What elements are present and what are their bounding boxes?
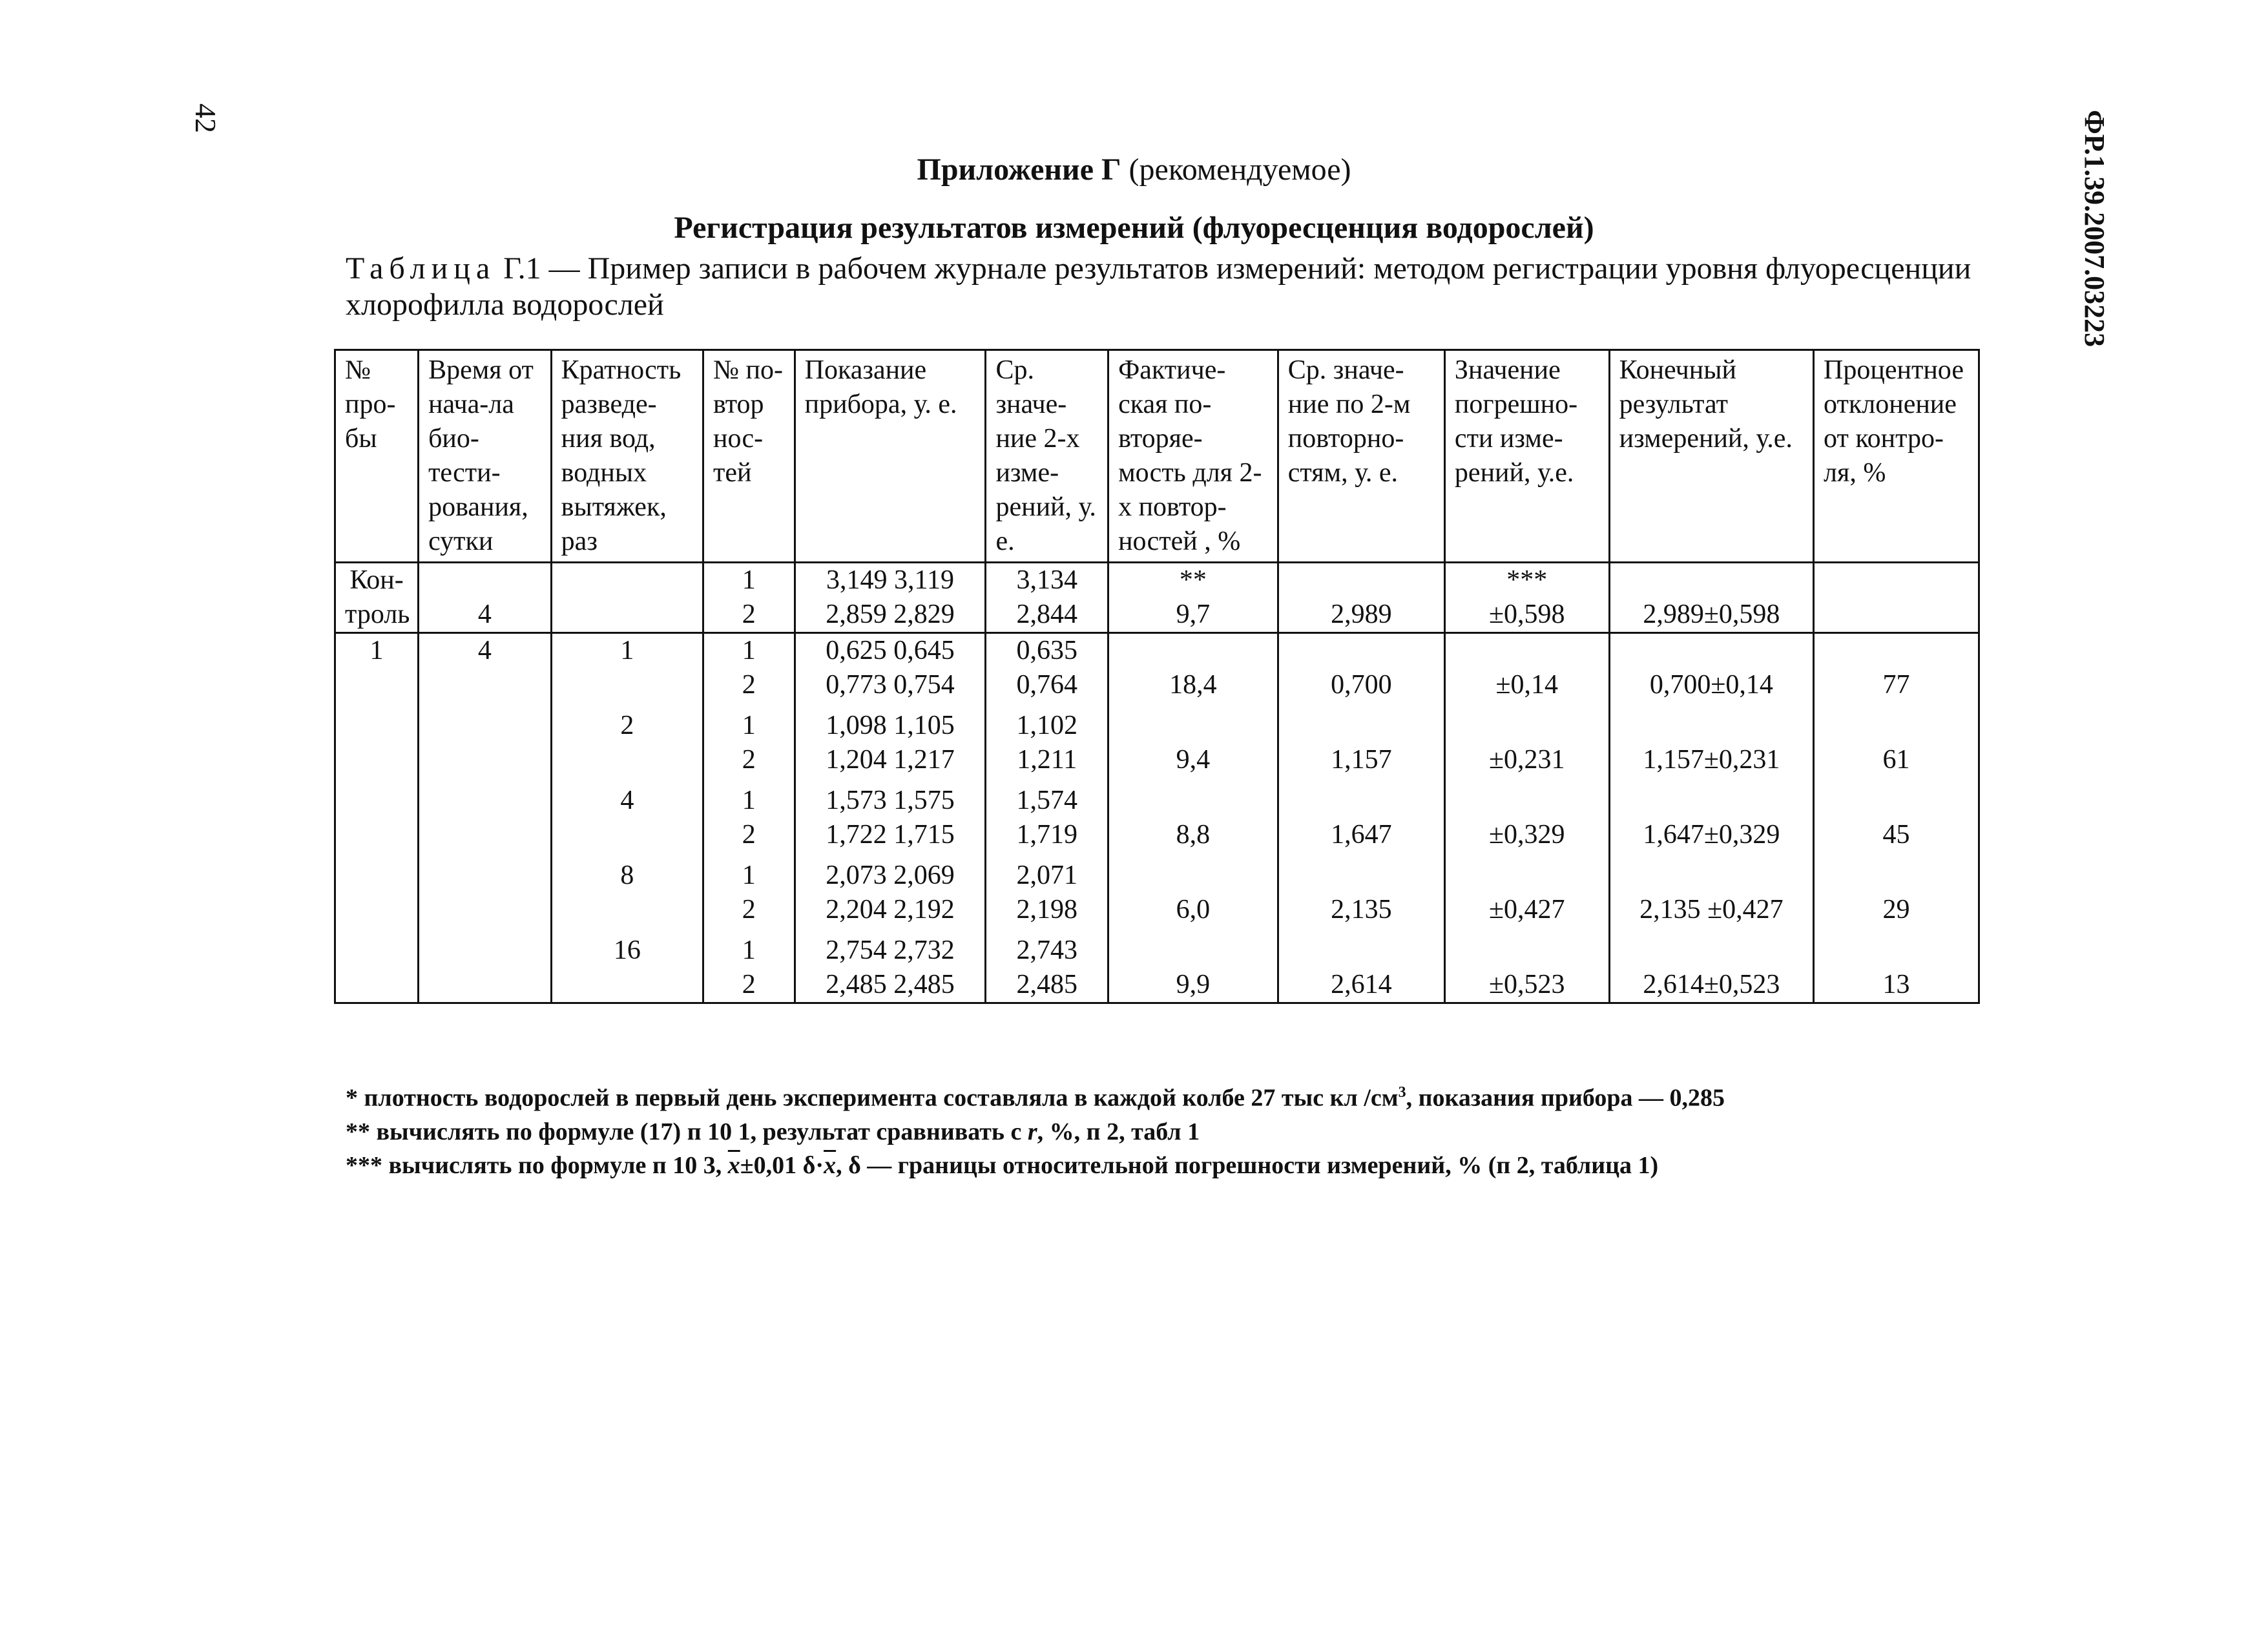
cell-reading: 0,625 0,645 [795, 633, 986, 669]
cell-mean: 3,134 [986, 563, 1108, 598]
cell-deviation [1814, 633, 1979, 669]
cell-result [1609, 777, 1813, 818]
cell-error [1444, 702, 1609, 743]
cell-time: 4 [419, 598, 552, 633]
cell-dilution: 16 [551, 927, 703, 968]
cell-repeatability: 9,9 [1108, 968, 1278, 1003]
footnote-3-text: *** вычислять по формуле п 10 3, [346, 1151, 728, 1179]
footnote-2-tail: , %, п 2, табл 1 [1037, 1118, 1200, 1145]
footnote-1-superscript: 3 [1398, 1084, 1406, 1101]
registration-title: Регистрация результатов измерений (флуоресценция водорослей) [674, 211, 1594, 245]
cell-dilution [551, 598, 703, 633]
cell-result: 0,700±0,14 [1609, 668, 1813, 702]
cell-dilution [551, 668, 703, 702]
cell-reading: 2,204 2,192 [795, 893, 986, 927]
header-mean-2: Ср. значе-ние 2-х изме-рений, у. е. [986, 350, 1108, 563]
appendix-title [0, 152, 2268, 187]
cell-result: 2,614±0,523 [1609, 968, 1813, 1003]
cell-repeatability: 9,4 [1108, 743, 1278, 777]
cell-repeat: 1 [703, 633, 795, 669]
footnote-2 [346, 1115, 1725, 1149]
header-result: Конечный результат измерений, у.е. [1609, 350, 1813, 563]
cell-mean: 1,102 [986, 702, 1108, 743]
footnotes [346, 1076, 1725, 1182]
cell-reading: 2,754 2,732 [795, 927, 986, 968]
cell-error [1444, 633, 1609, 669]
cell-repeatability: 18,4 [1108, 668, 1278, 702]
table-row-dilution-1-rep-2 [335, 668, 1979, 702]
cell-sample [335, 702, 419, 743]
footnote-3-mean-symbol: $\overline{x}$ [727, 1151, 740, 1179]
footnote-2-text: ** вычислять по формуле (17) п 10 1, результат сравнивать с [346, 1118, 1028, 1145]
cell-mean: 0,764 [986, 668, 1108, 702]
cell-reading: 2,859 2,829 [795, 598, 986, 633]
table-row-dilution-4-rep-2 [335, 818, 1979, 852]
cell-mean-repeats [1278, 927, 1444, 968]
cell-error-mark: *** [1444, 563, 1609, 598]
table-row-control-2 [335, 598, 1979, 633]
cell-mean: 2,844 [986, 598, 1108, 633]
cell-dilution: 2 [551, 702, 703, 743]
cell-time: 4 [419, 633, 552, 669]
cell-deviation [1814, 852, 1979, 893]
table-row-dilution-8-rep-1 [335, 852, 1979, 893]
footnote-1-tail: , показания прибора — 0,285 [1406, 1084, 1725, 1112]
header-reading: Показание прибора, у. е. [795, 350, 986, 563]
cell-dilution: 4 [551, 777, 703, 818]
page-number: 42 [189, 103, 222, 133]
cell-repeat: 2 [703, 893, 795, 927]
cell-sample: Кон- [335, 563, 419, 598]
cell-reading: 1,204 1,217 [795, 743, 986, 777]
cell-mean: 1,719 [986, 818, 1108, 852]
cell-repeat: 2 [703, 668, 795, 702]
footnote-3-tail: , δ — границы относительной погрешности измерений, % (п 2, таблица 1) [836, 1151, 1659, 1179]
cell-reading: 1,722 1,715 [795, 818, 986, 852]
cell-mean-repeats [1278, 702, 1444, 743]
cell-dilution [551, 968, 703, 1003]
cell-sample: 1 [335, 633, 419, 669]
cell-mean: 0,635 [986, 633, 1108, 669]
cell-time [419, 777, 552, 818]
cell-deviation [1814, 598, 1979, 633]
cell-deviation [1814, 563, 1979, 598]
cell-deviation [1814, 777, 1979, 818]
cell-deviation: 45 [1814, 818, 1979, 852]
cell-deviation: 13 [1814, 968, 1979, 1003]
cell-repeat: 2 [703, 968, 795, 1003]
cell-repeat: 1 [703, 563, 795, 598]
header-sample-no: № про-бы [335, 350, 419, 563]
cell-time [419, 702, 552, 743]
cell-error [1444, 777, 1609, 818]
cell-mean-repeats: 1,647 [1278, 818, 1444, 852]
cell-sample [335, 777, 419, 818]
cell-repeatability [1108, 633, 1278, 669]
cell-deviation: 77 [1814, 668, 1979, 702]
cell-repeatability [1108, 852, 1278, 893]
measurements-table [334, 349, 1980, 1004]
cell-reading: 0,773 0,754 [795, 668, 986, 702]
cell-error [1444, 927, 1609, 968]
table-row-dilution-16-rep-1 [335, 927, 1979, 968]
cell-sample [335, 743, 419, 777]
cell-repeatability-mark: ** [1108, 563, 1278, 598]
footnote-1-text: * плотность водорослей в первый день эксперимента составляла в каждой колбе 27 тыс кл /см [346, 1084, 1399, 1112]
cell-reading: 1,573 1,575 [795, 777, 986, 818]
cell-sample [335, 893, 419, 927]
cell-mean-repeats [1278, 633, 1444, 669]
cell-sample [335, 818, 419, 852]
header-repeat-no: № по-втор нос-тей [703, 350, 795, 563]
cell-mean-repeats: 1,157 [1278, 743, 1444, 777]
cell-repeat: 2 [703, 818, 795, 852]
cell-result [1609, 702, 1813, 743]
header-repeatability: Фактиче-ская по-вторяе-мость для 2-х повтор-ностей , % [1108, 350, 1278, 563]
table-header-row [335, 350, 1979, 563]
cell-error: ±0,14 [1444, 668, 1609, 702]
cell-repeatability [1108, 927, 1278, 968]
cell-repeat: 1 [703, 777, 795, 818]
cell-time [419, 927, 552, 968]
cell-mean-repeats: 0,700 [1278, 668, 1444, 702]
cell-reading: 2,485 2,485 [795, 968, 986, 1003]
cell-sample: троль [335, 598, 419, 633]
cell-mean-repeats [1278, 852, 1444, 893]
cell-mean: 1,574 [986, 777, 1108, 818]
cell-dilution [551, 563, 703, 598]
table-row-dilution-8-rep-2 [335, 893, 1979, 927]
cell-repeat: 2 [703, 598, 795, 633]
cell-mean: 2,743 [986, 927, 1108, 968]
table-row-control-1 [335, 563, 1979, 598]
cell-result [1609, 852, 1813, 893]
cell-reading: 2,073 2,069 [795, 852, 986, 893]
cell-repeatability [1108, 702, 1278, 743]
cell-mean-repeats: 2,135 [1278, 893, 1444, 927]
table-row-dilution-1-rep-1 [335, 633, 1979, 669]
header-time: Время от нача-ла био-тести-рования, сутки [419, 350, 552, 563]
cell-repeatability: 8,8 [1108, 818, 1278, 852]
cell-dilution [551, 893, 703, 927]
table-row-dilution-2-rep-2 [335, 743, 1979, 777]
footnote-1 [346, 1076, 1725, 1115]
cell-deviation: 61 [1814, 743, 1979, 777]
cell-sample [335, 668, 419, 702]
header-dilution: Кратность разведе-ния вод, водных вытяжек, раз [551, 350, 703, 563]
table-caption-text: Г.1 — Пример записи в рабочем журнале результатов измерений: методом регистрации уровня флуоресценции хлорофилла водорослей [346, 251, 1971, 322]
cell-result [1609, 927, 1813, 968]
cell-dilution [551, 743, 703, 777]
cell-error: ±0,329 [1444, 818, 1609, 852]
table-row-dilution-16-rep-2 [335, 968, 1979, 1003]
cell-error: ±0,231 [1444, 743, 1609, 777]
table-row-dilution-4-rep-1 [335, 777, 1979, 818]
cell-deviation [1814, 702, 1979, 743]
header-deviation: Процентное отклонение от контро-ля, % [1814, 350, 1979, 563]
cell-time [419, 563, 552, 598]
header-mean-repeats: Ср. значе-ние по 2-м повторно-стям, у. е. [1278, 350, 1444, 563]
cell-sample [335, 927, 419, 968]
cell-result: 1,157±0,231 [1609, 743, 1813, 777]
cell-sample [335, 852, 419, 893]
cell-error: ±0,598 [1444, 598, 1609, 633]
cell-error [1444, 852, 1609, 893]
cell-repeatability [1108, 777, 1278, 818]
cell-mean: 2,071 [986, 852, 1108, 893]
table-row-dilution-2-rep-1 [335, 702, 1979, 743]
table-caption-label: Таблица [346, 251, 496, 286]
cell-mean-repeats: 2,989 [1278, 598, 1444, 633]
cell-result [1609, 563, 1813, 598]
cell-result [1609, 633, 1813, 669]
header-error: Значение погрешно-сти изме-рений, у.е. [1444, 350, 1609, 563]
cell-dilution: 1 [551, 633, 703, 669]
cell-dilution [551, 818, 703, 852]
cell-result: 2,989±0,598 [1609, 598, 1813, 633]
cell-time [419, 818, 552, 852]
cell-mean: 2,485 [986, 968, 1108, 1003]
cell-time [419, 668, 552, 702]
footnote-2-symbol: r [1027, 1118, 1037, 1145]
cell-time [419, 968, 552, 1003]
cell-repeatability: 9,7 [1108, 598, 1278, 633]
cell-deviation: 29 [1814, 893, 1979, 927]
cell-sample [335, 968, 419, 1003]
cell-mean-repeats [1278, 563, 1444, 598]
appendix-title-bold: Приложение Г [917, 152, 1121, 187]
cell-dilution: 8 [551, 852, 703, 893]
footnote-3 [346, 1149, 1725, 1182]
cell-mean: 2,198 [986, 893, 1108, 927]
cell-time [419, 743, 552, 777]
appendix-title-rest: (рекомендуемое) [1121, 152, 1351, 187]
cell-deviation [1814, 927, 1979, 968]
cell-reading: 1,098 1,105 [795, 702, 986, 743]
cell-time [419, 893, 552, 927]
cell-error: ±0,427 [1444, 893, 1609, 927]
cell-repeat: 1 [703, 702, 795, 743]
cell-mean: 1,211 [986, 743, 1108, 777]
cell-repeat: 1 [703, 927, 795, 968]
table-caption [346, 251, 1980, 323]
cell-result: 1,647±0,329 [1609, 818, 1813, 852]
cell-error: ±0,523 [1444, 968, 1609, 1003]
footnote-3-formula: ±0,01 δ· [740, 1151, 824, 1179]
cell-time [419, 852, 552, 893]
cell-mean-repeats: 2,614 [1278, 968, 1444, 1003]
footnote-3-mean-symbol-2: $\overline{x}$ [824, 1151, 837, 1179]
cell-repeat: 2 [703, 743, 795, 777]
cell-repeatability: 6,0 [1108, 893, 1278, 927]
cell-repeat: 1 [703, 852, 795, 893]
cell-reading: 3,149 3,119 [795, 563, 986, 598]
cell-mean-repeats [1278, 777, 1444, 818]
cell-result: 2,135 ±0,427 [1609, 893, 1813, 927]
document-code: ФР.1.39.2007.03223 [2079, 110, 2110, 348]
